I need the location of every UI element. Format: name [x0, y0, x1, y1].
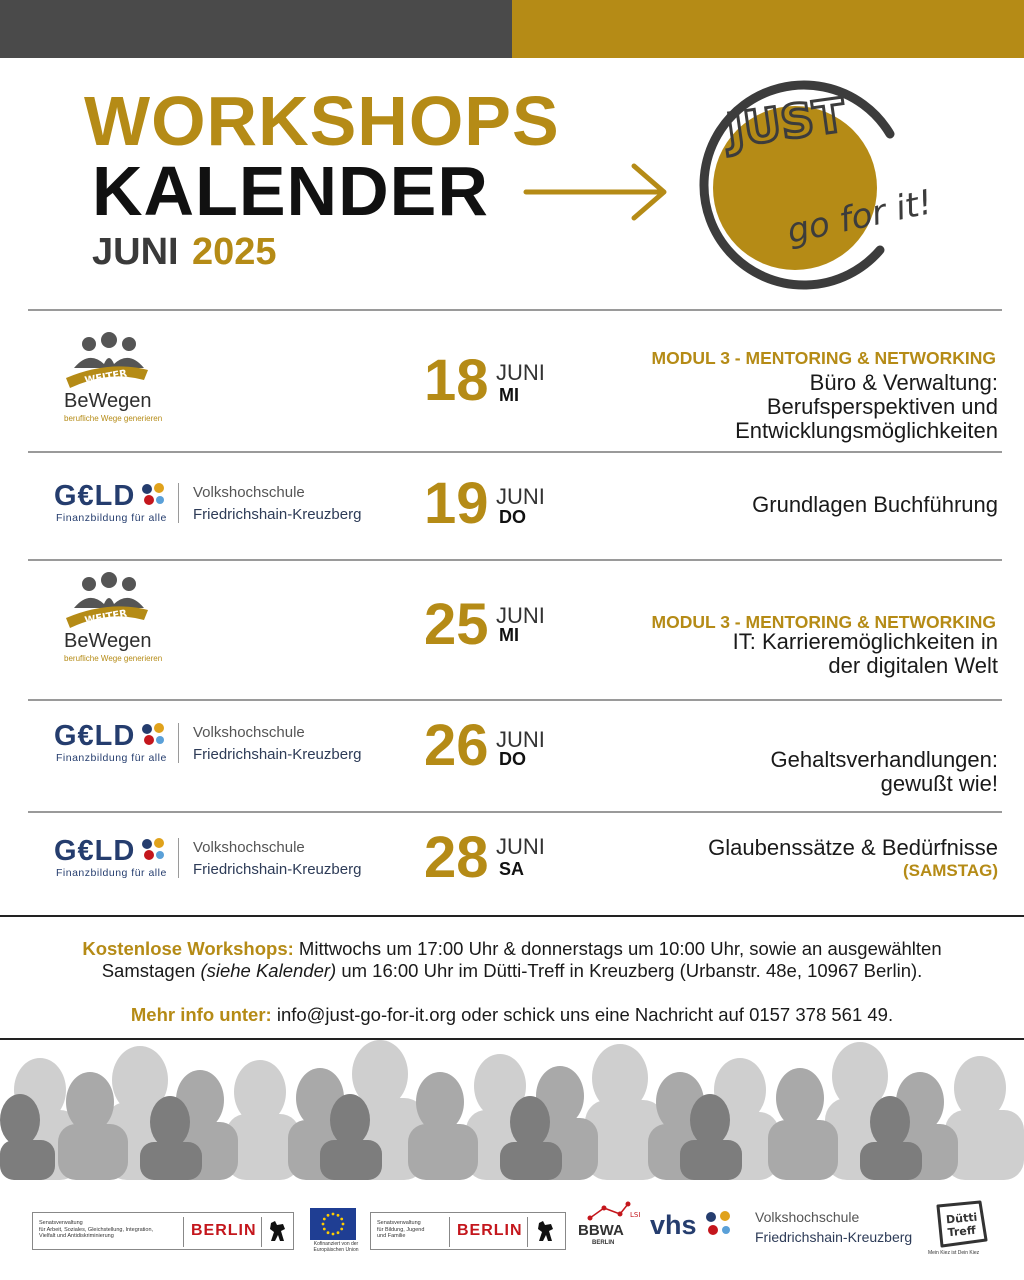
- sponsor-text: [377, 1220, 424, 1240]
- event-month: JUNI: [496, 360, 545, 385]
- bewegen-subtitle: berufliche Wege generieren: [64, 654, 163, 663]
- eu-flag-icon: [310, 1208, 356, 1240]
- dutti-text-line2: Treff: [947, 1223, 977, 1240]
- event-day: 25: [424, 592, 489, 657]
- vhs-name-line1: Volkshochschule: [193, 484, 305, 501]
- geld-dots-icon: [140, 481, 168, 509]
- vhs-dots-icon: [703, 1208, 737, 1240]
- sponsor-text: [39, 1220, 153, 1240]
- sponsor-separator: [183, 1217, 184, 1247]
- vhs-logo-text: vhs: [650, 1210, 697, 1240]
- event-weekday: MI: [499, 385, 519, 405]
- berlin-wordmark: BERLIN: [191, 1222, 257, 1239]
- sponsor-text-line: für Bildung, Jugend: [377, 1226, 425, 1233]
- event-note: (SAMSTAG): [902, 861, 998, 880]
- title-workshops: WORKSHOPS: [84, 82, 560, 160]
- section-divider: [0, 915, 1024, 917]
- dutti-treff-logo: [928, 1200, 990, 1250]
- sponsor-text-line: und Familie: [377, 1233, 406, 1240]
- top-bar-dark: [0, 0, 512, 58]
- sponsor-senatsverwaltung-bildung: [370, 1212, 566, 1250]
- eu-caption: [306, 1242, 366, 1253]
- event-row: [28, 813, 1002, 913]
- logo-just-text: JUST: [723, 87, 849, 158]
- event-title: [771, 748, 999, 796]
- logo-go-for-it-text: go for it!: [783, 182, 936, 252]
- berlin-bear-icon: [267, 1219, 289, 1245]
- geld-dots-icon: [140, 836, 168, 864]
- event-title: [733, 630, 998, 678]
- sponsor-separator: [527, 1217, 528, 1247]
- people-group-icon: [64, 570, 154, 632]
- people-group-icon: [64, 330, 154, 392]
- event-row: [28, 701, 1002, 811]
- just-go-for-it-logo: [690, 78, 960, 293]
- info-text-italic: (siehe Kalender): [200, 960, 337, 982]
- logo-separator: [178, 483, 179, 523]
- event-title: [752, 493, 998, 517]
- event-title-line: Büro & Verwaltung:: [809, 370, 998, 395]
- event-month: JUNI: [496, 603, 545, 628]
- geld-logo-text: G€LD: [54, 720, 136, 752]
- info-contact-text: info@just-go-for-it.org oder schick uns eine Nachricht auf 0157 378 561 49.: [271, 1004, 894, 1025]
- vhs-name-line2: Friedrichshain-Kreuzberg: [193, 861, 362, 878]
- geld-subtitle: Finanzbildung für alle: [56, 752, 167, 764]
- eu-caption-line: Kofinanziert von der: [313, 1241, 359, 1247]
- logo-separator: [178, 838, 179, 878]
- dutti-text-line1: Dütti: [945, 1210, 978, 1227]
- event-weekday: DO: [499, 507, 526, 527]
- event-row: [28, 330, 1002, 450]
- event-modul: MODUL 3 - MENTORING & NETWORKING: [651, 348, 996, 368]
- event-day: 26: [424, 713, 489, 778]
- bewegen-subtitle: berufliche Wege generieren: [64, 414, 163, 423]
- geld-subtitle: Finanzbildung für alle: [56, 512, 167, 524]
- event-title-line: Grundlagen Buchführung: [752, 492, 998, 517]
- bbwa-subtitle: BERLIN: [592, 1240, 615, 1246]
- vhs-name-line1: Volkshochschule: [193, 839, 305, 856]
- people-silhouettes-illustration: [0, 1040, 1024, 1180]
- event-title-line: Glaubenssätze & Bedürfnisse: [708, 835, 998, 860]
- event-weekday: DO: [499, 749, 526, 769]
- event-title-line: gewußt wie!: [880, 770, 998, 796]
- sponsor-text-line: Senatsverwaltung: [377, 1220, 421, 1226]
- vhs-footer-line1: Volkshochschule: [755, 1209, 860, 1225]
- event-modul: MODUL 3 - MENTORING & NETWORKING: [651, 612, 996, 632]
- event-day: 28: [424, 825, 489, 890]
- berlin-bear-icon: [535, 1219, 557, 1245]
- sponsor-text-line: Vielfalt und Antidiskriminierung: [39, 1233, 114, 1240]
- sponsor-senatsverwaltung-arbeit: [32, 1212, 294, 1250]
- sponsor-text-line: für Arbeit, Soziales, Gleichstellung, Integration,: [39, 1226, 154, 1233]
- event-month: JUNI: [496, 727, 545, 752]
- title-year: 2025: [192, 231, 277, 273]
- geld-dots-icon: [140, 721, 168, 749]
- geld-logo-text: G€LD: [54, 835, 136, 867]
- info-text: Mittwochs um 17:00 Uhr & donnerstags um 10:00 Uhr, sowie an ausgewählten: [293, 938, 942, 959]
- event-day: 19: [424, 471, 489, 536]
- event-title-line: Berufsperspektiven und: [766, 393, 998, 419]
- bewegen-name: BeWegen: [64, 630, 152, 652]
- event-day: 18: [424, 348, 489, 413]
- geld-logo-text: G€LD: [54, 480, 136, 512]
- event-title: [735, 371, 998, 442]
- bbwa-lsi-text: LSI: [630, 1211, 641, 1219]
- sponsor-separator: [261, 1217, 262, 1247]
- sponsor-separator: [449, 1217, 450, 1247]
- bbwa-logo-text: BBWA: [578, 1222, 624, 1239]
- event-weekday: SA: [499, 859, 525, 879]
- weiter-badge-text: WEITER: [83, 368, 129, 387]
- event-title-line: Entwicklungsmöglichkeiten: [735, 417, 998, 443]
- event-title-line: IT: Karrieremöglichkeiten in: [732, 629, 998, 654]
- eu-caption-line: Europäischen Union: [313, 1246, 359, 1253]
- divider: [28, 559, 1002, 561]
- event-row: [28, 570, 1002, 698]
- event-month: JUNI: [496, 834, 545, 859]
- info-text: um 16:00 Uhr im Dütti-Treff in Kreuzberg (Urbanstr. 48e, 10967 Berlin).: [336, 960, 923, 982]
- title-month: JUNI: [92, 231, 179, 273]
- divider: [28, 309, 1002, 311]
- event-title: [708, 836, 998, 860]
- vhs-name-line2: Friedrichshain-Kreuzberg: [193, 746, 362, 763]
- dutti-subtitle: Mein Kiez ist Dein Kiez: [928, 1250, 980, 1256]
- sponsor-text-line: Senatsverwaltung: [39, 1220, 83, 1226]
- logo-separator: [178, 723, 179, 763]
- vhs-name-line1: Volkshochschule: [193, 724, 305, 741]
- vhs-name-line2: Friedrichshain-Kreuzberg: [193, 506, 362, 523]
- top-bar-gold: [512, 0, 1024, 58]
- info-text: Samstagen: [101, 960, 201, 982]
- geld-subtitle: Finanzbildung für alle: [56, 867, 167, 879]
- event-month: JUNI: [496, 484, 545, 509]
- event-title-line: der digitalen Welt: [828, 652, 998, 678]
- berlin-wordmark: BERLIN: [457, 1222, 523, 1239]
- bbwa-network-icon: [582, 1200, 644, 1222]
- info-label-more: Mehr info unter:: [130, 1004, 272, 1025]
- vhs-footer-line2: Friedrichshain-Kreuzberg: [755, 1229, 913, 1245]
- title-kalender: KALENDER: [92, 152, 489, 230]
- bewegen-name: BeWegen: [64, 390, 152, 412]
- event-row: [28, 453, 1002, 559]
- event-title-line: Gehaltsverhandlungen:: [770, 747, 998, 772]
- info-schedule: [0, 938, 1024, 982]
- info-label-free: Kostenlose Workshops:: [82, 938, 294, 959]
- info-contact: [0, 1004, 1024, 1026]
- event-weekday: MI: [499, 625, 519, 645]
- weiter-badge-text: WEITER: [83, 608, 129, 627]
- arrow-right-icon: [522, 160, 672, 224]
